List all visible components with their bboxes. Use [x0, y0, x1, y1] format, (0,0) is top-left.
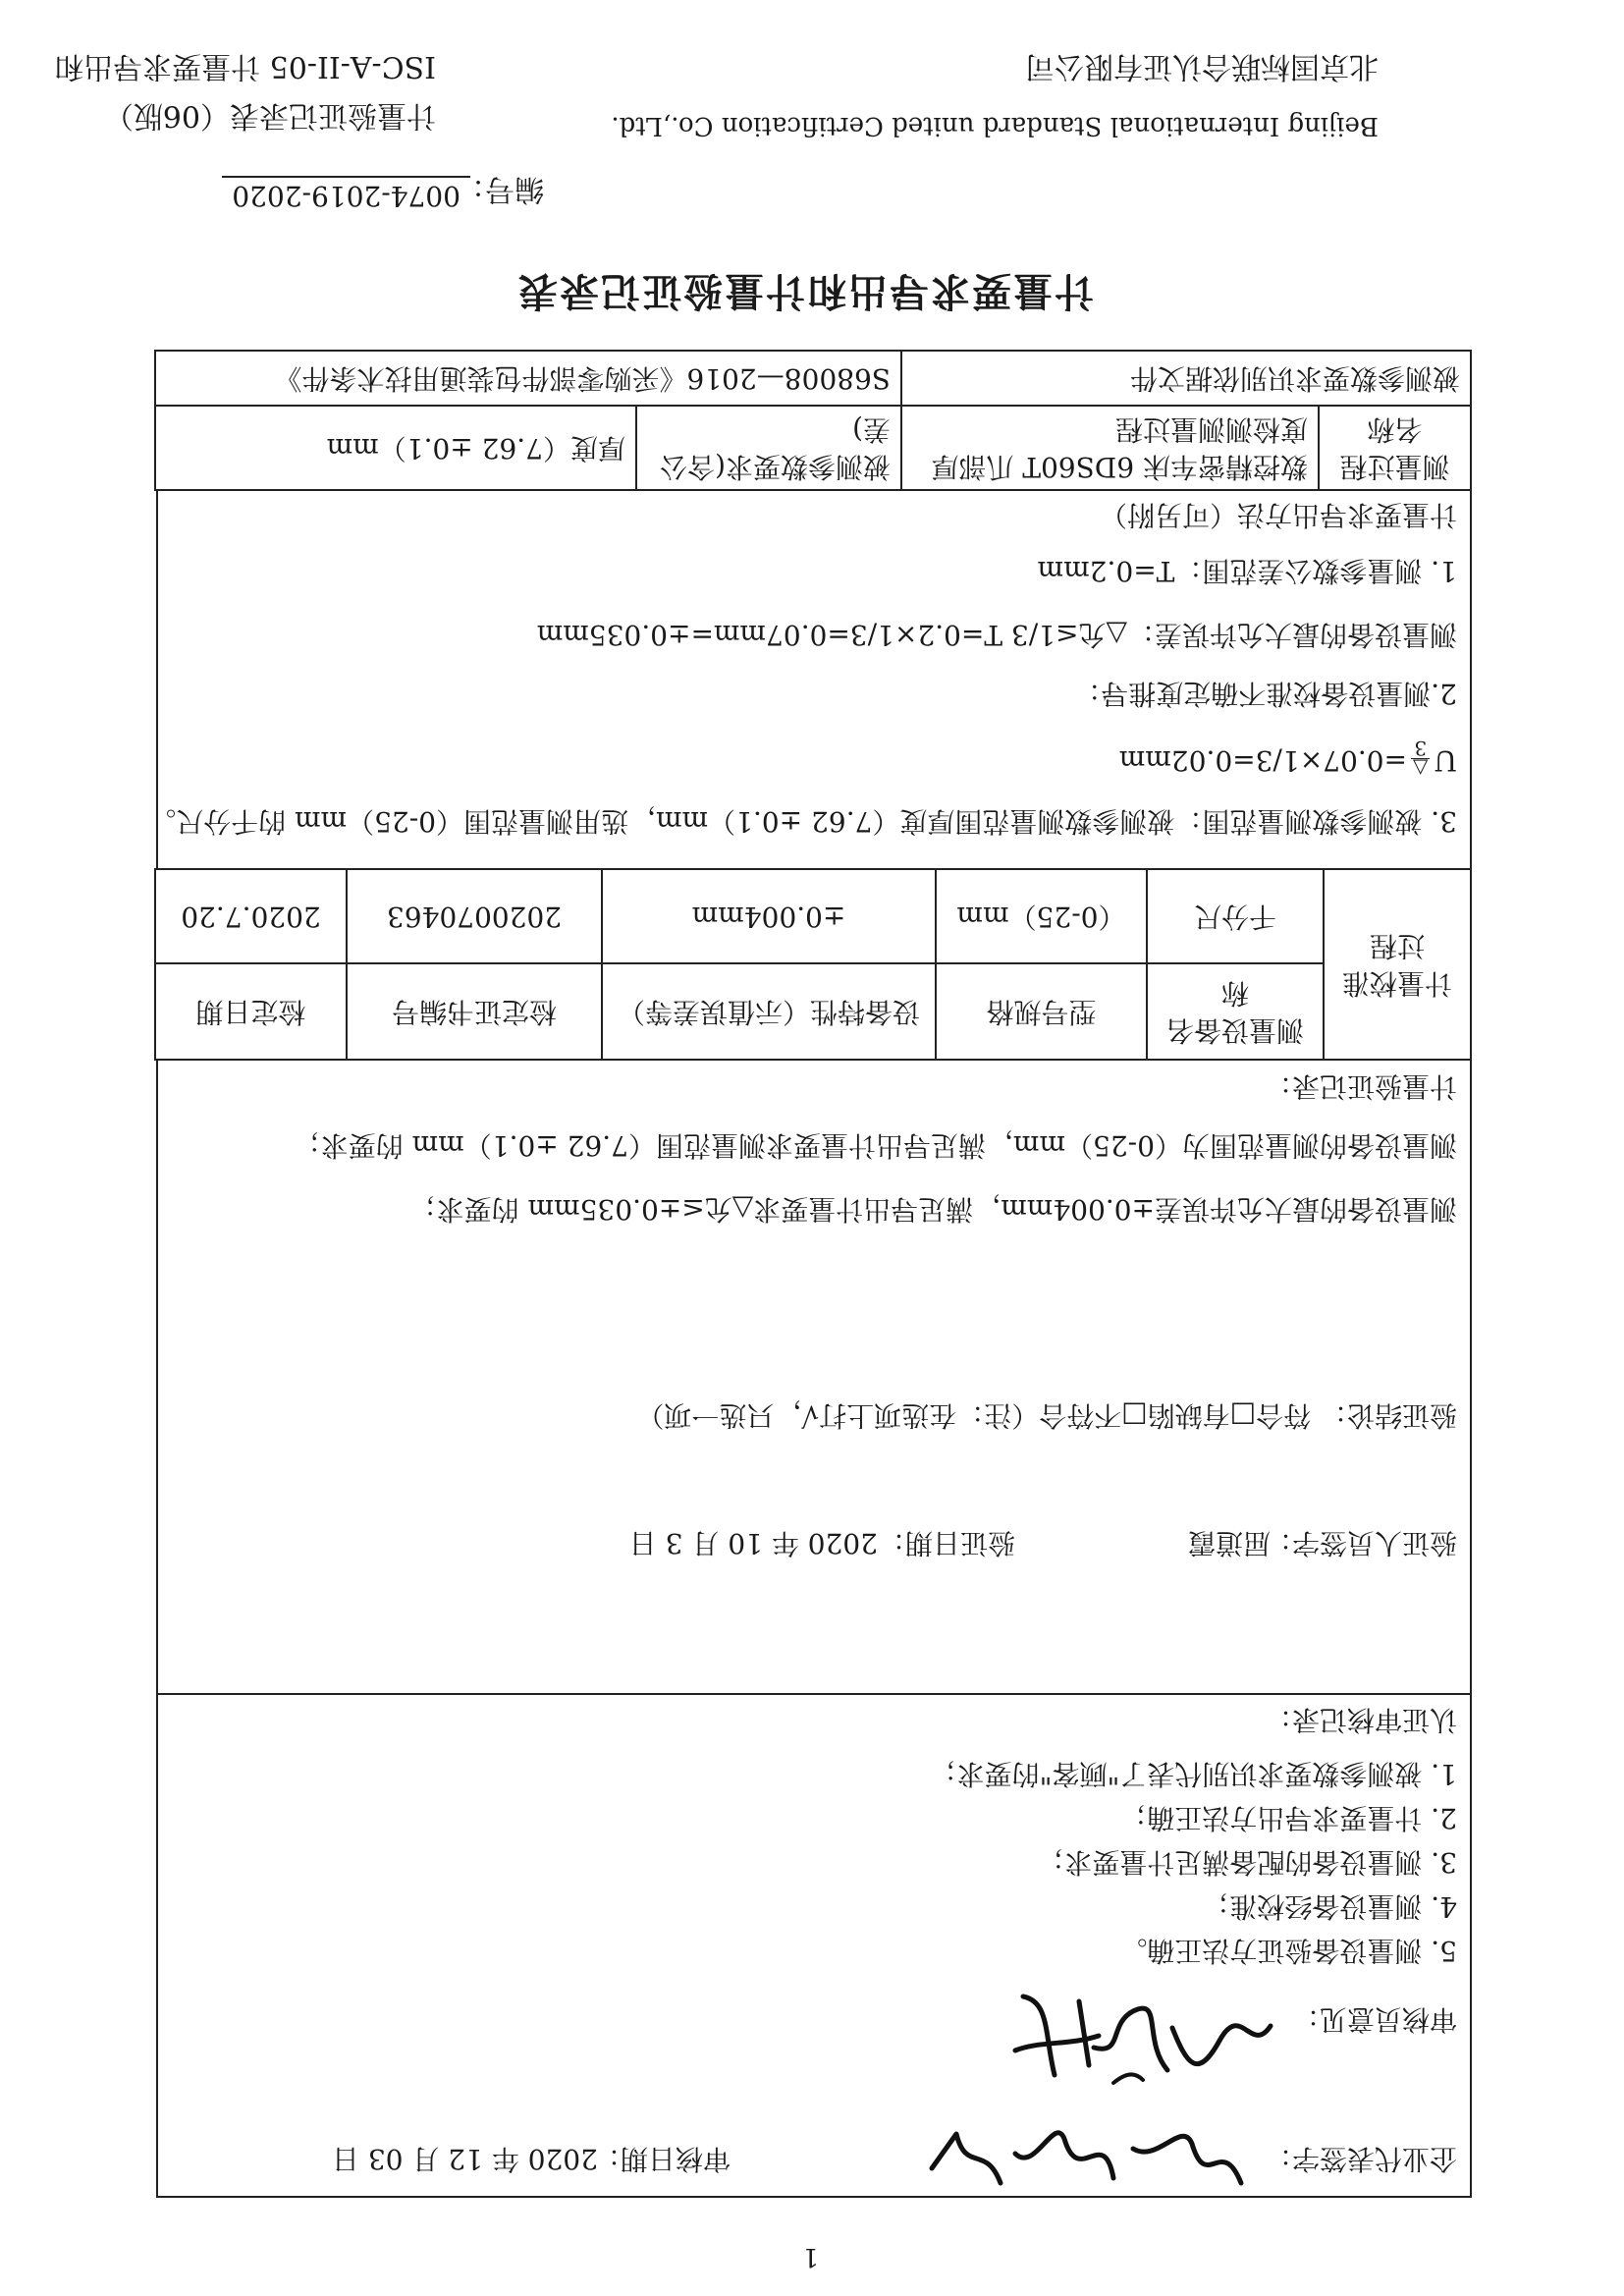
derivation-line-4 — [1119, 738, 1457, 779]
review-date-label: 审核日期： — [592, 2143, 731, 2175]
calibration-table — [154, 868, 1472, 1061]
calibration-row-label: 计量校准过程 — [1324, 869, 1471, 1060]
derivation-line-1: 1. 测量参数公差范围：T=0.2mm — [1037, 555, 1457, 587]
header-cal-date: 检定日期 — [155, 963, 347, 1060]
review-item-5: 5. 测量设备验证方法正确。 — [1119, 1935, 1457, 1967]
review-item-1: 1. 被测参数要求识别代表了"顾客"的要求； — [929, 1758, 1457, 1790]
review-item-3: 3. 测量设备的配备满足计量要求； — [1037, 1846, 1457, 1879]
fraction-denominator: 3 — [1414, 737, 1428, 760]
basis-label: 被测参数要求识别依据文件 — [901, 351, 1471, 406]
process-info-table — [154, 350, 1472, 491]
reviewer-opinion-label: 审核员意见： — [1291, 2003, 1457, 2036]
header-cert-no: 检定证书编号 — [347, 963, 602, 1060]
verification-date: 2020 年 10 月 3 日 — [628, 1527, 878, 1559]
cell-device-name: 千分尺 — [1147, 869, 1324, 963]
cell-cert-no: 2020070463 — [347, 869, 602, 963]
derivation-line-2: 测量设备的最大允许误差：△允≤1/3 T=0.2×1/3=0.07mm=±0.035mm — [536, 619, 1457, 651]
header-device-name: 测量设备名称 — [1147, 963, 1324, 1060]
serial-label: 编号： — [456, 172, 544, 206]
company-name-cn: 北京国标联合认证有限公司 — [1025, 49, 1379, 83]
doc-subtitle: 计量验证记录表（06版） — [103, 98, 436, 133]
verification-line-1: 测量设备的测量范围为（0-25）mm，满足导出计量要求测量范围（7.62 ±0.1）mm 的要求； — [293, 1129, 1457, 1162]
review-date: 2020 年 12 月 03 日 — [331, 2143, 598, 2175]
derivation-line-5: 3. 被测参数测量范围：被测参数测量范围厚度（7.62 ±0.1）mm，选用测量范围（0-25）mm 的千分尺。 — [148, 805, 1457, 838]
verification-date-label: 验证日期： — [877, 1527, 1015, 1559]
review-item-2: 2. 计量要求导出方法正确； — [1119, 1802, 1457, 1834]
verification-heading: 计量验证记录： — [1264, 1070, 1457, 1103]
company-rep-label: 企业代表签字： — [1264, 2143, 1457, 2175]
param-label: 被测参数要求(含公差) — [636, 406, 901, 490]
page-title: 计量要求导出和计量验证记录表 — [516, 268, 1094, 314]
process-name-value: 数控精密车床 6DS60T 爪部厚度检测测量过程 — [901, 406, 1319, 490]
verification-line-2: 测量设备的最大允许误差±0.004mm，满足导出计量要求△允≤±0.035mm 的要求； — [408, 1193, 1457, 1226]
page-number: 1 — [802, 2242, 819, 2271]
review-item-4: 4. 测量设备经校准； — [1202, 1890, 1457, 1923]
uncertainty-result: =0.07×1/3=0.02mm — [1118, 744, 1407, 777]
company-rep-signature — [917, 2105, 1251, 2203]
verification-conclusion: 验证结论： 符合□有缺陷□不符合（注：在选项上打√，只选一项） — [636, 1399, 1457, 1432]
uncertainty-fraction — [1411, 738, 1430, 779]
fraction-numerator: △ — [1413, 757, 1429, 781]
uncertainty-symbol: U — [1434, 744, 1457, 777]
reviewer-signature — [986, 1977, 1280, 2095]
header-model: 型号规格 — [936, 963, 1147, 1060]
doc-code: ISC-A-II-05 计量要求导出和 — [54, 49, 436, 83]
process-name-label: 测量过程名称 — [1319, 406, 1471, 490]
review-heading: 认证审核记录： — [1264, 1704, 1457, 1736]
verifier-label: 验证人员签字： — [1264, 1527, 1457, 1559]
cell-cal-date: 2020.7.20 — [155, 869, 347, 963]
derivation-heading: 计量要求导出方法（可另附） — [1099, 499, 1457, 531]
header-characteristics: 设备特性（示值误差等） — [602, 963, 936, 1060]
serial-value: 0074-2019-2020 — [222, 176, 470, 212]
basis-value: S68008—2016《采购零部件包装通用技术条件》 — [155, 351, 901, 406]
cell-characteristics: ±0.004mm — [602, 869, 936, 963]
param-value: 厚度（7.62 ±0.1）mm — [155, 406, 636, 490]
company-name-en: Beijing International Standard united Certification Co.,Ltd. — [611, 111, 1379, 140]
derivation-line-3: 2.测量设备校准不确定度推导： — [1073, 678, 1457, 710]
verifier-name: 屈道霞 — [1187, 1527, 1271, 1559]
cell-model: （0-25）mm — [936, 869, 1147, 963]
